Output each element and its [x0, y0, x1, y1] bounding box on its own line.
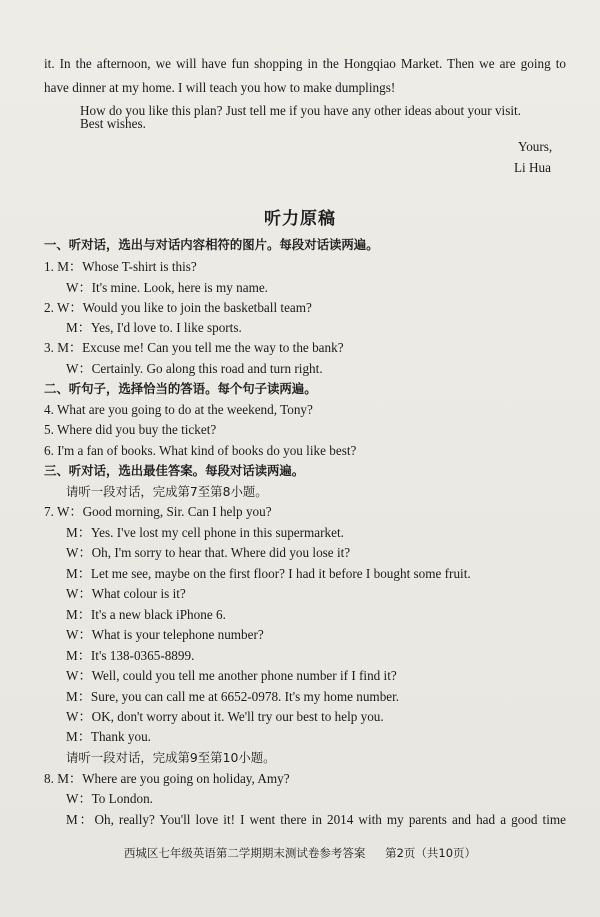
- dialogue-line: W：It's mine. Look, here is my name.: [66, 280, 268, 295]
- dialogue-line: W：What is your telephone number?: [66, 627, 264, 642]
- dialogue-line: M：Yes. I've lost my cell phone in this supermarket.: [66, 525, 344, 540]
- dialogue-line: M：It's 138-0365-8899.: [66, 648, 195, 663]
- dialogue-line: 3. M：Excuse me! Can you tell me the way to the bank?: [44, 340, 344, 355]
- dialogue-line: 2. W：Would you like to join the basketball team?: [44, 300, 312, 315]
- dialogue-line: M：It's a new black iPhone 6.: [66, 607, 226, 622]
- letter-line: Best wishes.: [80, 116, 146, 131]
- letter-line: have dinner at my home. I will teach you how to make dumplings!: [44, 80, 396, 95]
- dialogue-line: W：OK, don't worry about it. We'll try our best to help you.: [66, 709, 384, 724]
- dialogue-line: M：Let me see, maybe on the first floor? I had it before I bought some fruit.: [66, 566, 471, 581]
- question-line: 6. I'm a fan of books. What kind of books do you like best?: [44, 443, 357, 458]
- dialogue-line: 8. M：Where are you going on holiday, Amy?: [44, 771, 290, 786]
- question-line: 4. What are you going to do at the weekend, Tony?: [44, 402, 313, 417]
- letter-closing: Yours,: [518, 139, 553, 154]
- dialogue-line: 7. W：Good morning, Sir. Can I help you?: [44, 504, 272, 519]
- section-heading: 三、听对话，选出最佳答案。每段对话读两遍。: [44, 463, 305, 478]
- section-heading: 二、听句子，选择恰当的答语。每个句子读两遍。: [44, 381, 317, 396]
- section-intro: 请听一段对话，完成第7至第8小题。: [66, 484, 268, 499]
- dialogue-line: W：Well, could you tell me another phone number if I find it?: [66, 668, 397, 683]
- footer-title: 西城区七年级英语第二学期期末测试卷参考答案: [123, 846, 366, 860]
- dialogue-line: M：Yes, I'd love to. I like sports.: [66, 320, 242, 335]
- question-line: 5. Where did you buy the ticket?: [44, 422, 217, 437]
- dialogue-line: M：Sure, you can call me at 6652-0978. It's my home number.: [66, 689, 400, 704]
- page-footer: [0, 845, 600, 861]
- section-heading: 一、听对话，选出与对话内容相符的图片。每段对话读两遍。: [44, 237, 379, 252]
- dialogue-line: M：Thank you.: [66, 729, 151, 744]
- letter-signature: Li Hua: [514, 160, 551, 175]
- letter-line: it. In the afternoon, we will have fun shopping in the Hongqiao Market. Then we are going to: [44, 56, 566, 71]
- dialogue-line: W：To London.: [66, 791, 153, 806]
- dialogue-line: W：Certainly. Go along this road and turn right.: [66, 361, 323, 376]
- dialogue-line: W：Oh, I'm sorry to hear that. Where did you lose it?: [66, 545, 351, 560]
- letter-line: How do you like this plan? Just tell me if you have any other ideas about your visit.: [80, 103, 521, 118]
- footer-page-number: 第2页（共10页）: [385, 846, 477, 860]
- section-intro: 请听一段对话，完成第9至第10小题。: [66, 750, 276, 765]
- dialogue-line: M：Oh, really? You'll love it! I went there in 2014 with my parents and had a good time: [66, 812, 566, 827]
- page-title: 听力原稿: [264, 209, 336, 229]
- dialogue-line: W：What colour is it?: [66, 586, 186, 601]
- dialogue-line: 1. M：Whose T-shirt is this?: [44, 259, 197, 274]
